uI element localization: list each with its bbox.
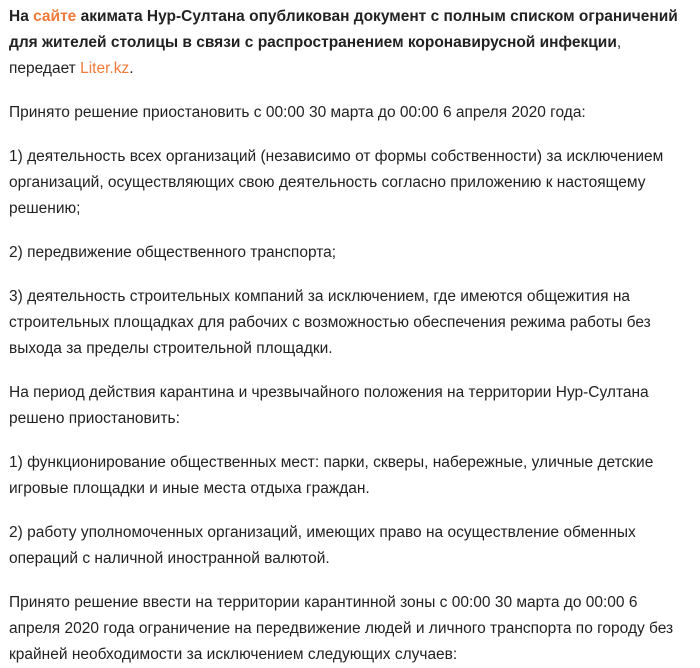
paragraph-item-2: 2) передвижение общественного транспорта; [9, 244, 337, 261]
paragraph-decision: Принято решение приостановить с 00:00 30 марта до 00:00 6 апреля 2020 года: [9, 104, 586, 121]
paragraph-item-1: 1) деятельность всех организаций (независимо от формы собственности) за исключением организаций, осуществляющих свою деятельность согласно приложению к настоящему решению; [9, 148, 664, 217]
paragraph-item-3: 3) деятельность строительных компаний за исключением, где имеются общежития на строительных площадках для рабочих с возможностью обеспечения режима работы без выхода за пределы строительной площадки. [9, 288, 651, 357]
lead-text: акимата Нур-Султана опубликован документ с полным списком ограничений для жителей столицы в связи с распространением коронавирусной инфекции [9, 8, 678, 51]
lead-end: . [129, 60, 134, 77]
paragraph-quarantine: На период действия карантина и чрезвычайного положения на территории Нур-Султана решено приостановить: [9, 384, 649, 427]
site-link[interactable]: сайте [33, 8, 77, 25]
paragraph-movement: Принято решение ввести на территории карантинной зоны с 00:00 30 марта до 00:00 6 апреля 2020 года ограничение на передвижение людей и личного транспорта по городу без крайней необходимости за исключением следующих случаев: [9, 594, 674, 663]
paragraph-exchange: 2) работу уполномоченных организаций, имеющих право на осуществление обменных операций с наличной иностранной валютой. [9, 524, 636, 567]
paragraph-public-places: 1) функционирование общественных мест: парки, скверы, набережные, уличные детские игровые площадки и иные места отдыха граждан. [9, 454, 654, 497]
lead-paragraph [9, 4, 686, 82]
source-link[interactable]: Liter.kz [80, 60, 130, 77]
lead-prefix: На [9, 8, 34, 25]
lead-suffix: , передает [9, 34, 622, 77]
